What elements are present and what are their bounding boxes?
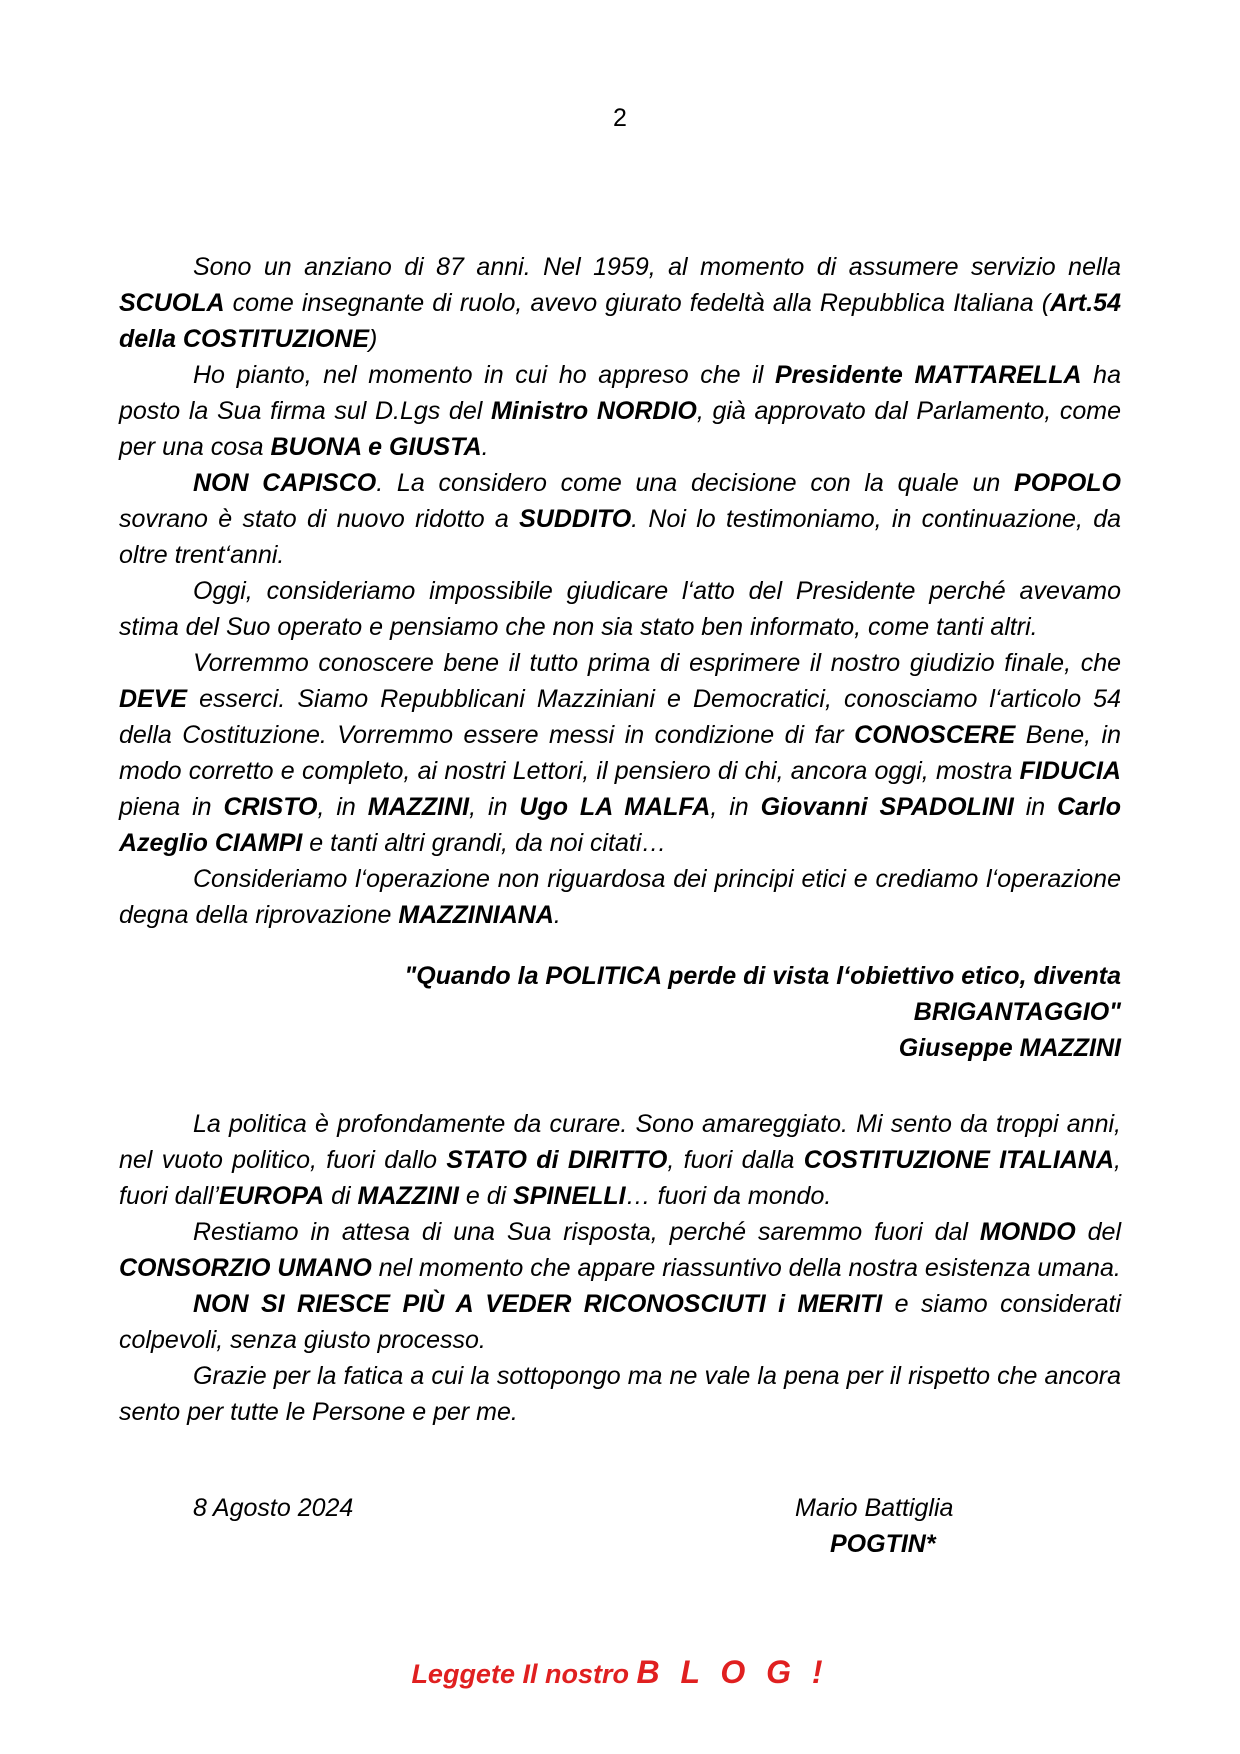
paragraph (119, 861, 1121, 933)
letter-body-part-1 (119, 249, 1121, 933)
text-run: , fuori dalla (667, 1146, 804, 1174)
bold-text: Carlo Azeglio CIAMPI (119, 793, 1122, 857)
text-run: Bene, in modo corretto e completo, ai nostri Lettori, il pensiero di chi, ancora oggi, mostra (119, 721, 1121, 785)
quote-author: Giuseppe MAZZINI (898, 1034, 1121, 1062)
paragraph (119, 1214, 1121, 1286)
bold-text: MAZZINI (357, 1182, 459, 1210)
bold-text: STATO di DIRITTO (446, 1146, 668, 1174)
signature-block (0, 1490, 1240, 1570)
bold-text: FIDUCIA (1019, 757, 1121, 785)
mazzini-quote (119, 958, 1121, 1066)
bold-text: NON SI RIESCE PIÙ A VEDER RICONOSCIUTI i MERITI (193, 1290, 883, 1318)
bold-text: CRISTO (223, 793, 318, 821)
footer-blog-word: B L O G ! (636, 1654, 829, 1690)
paragraph (119, 1286, 1121, 1358)
letter-date: 8 Agosto 2024 (193, 1494, 354, 1522)
text-run: , già approvato dal Parlamento, come per una cosa (119, 397, 1121, 461)
bold-text: Ministro NORDIO (490, 397, 697, 425)
text-run: Oggi, consideriamo impossibile giudicare l‘atto del Presidente perché avevamo stima del Suo operato e pensiamo che non sia stato ben informato, come tanti altri. (119, 577, 1121, 641)
paragraph (119, 645, 1121, 861)
page-number: 2 (613, 104, 627, 132)
bold-text: MAZZINIANA (398, 901, 554, 929)
bold-text: CONSORZIO UMANO (119, 1254, 372, 1282)
text-run: … fuori da mondo. (625, 1182, 832, 1210)
bold-text: Art.54 della COSTITUZIONE (119, 289, 1121, 353)
text-run: , fuori dall’ (119, 1146, 1121, 1210)
text-run: , in (317, 793, 368, 821)
text-run: nel momento che appare riassuntivo della nostra esistenza umana. (371, 1254, 1121, 1282)
text-run: , in (710, 793, 761, 821)
text-run: in (1013, 793, 1058, 821)
bold-text: COSTITUZIONE ITALIANA (803, 1146, 1115, 1174)
bold-text: SPINELLI (513, 1182, 626, 1210)
paragraph (119, 573, 1121, 645)
text-run: come insegnante di ruolo, avevo giurato fedeltà alla Repubblica Italiana ( (224, 289, 1051, 317)
paragraph (119, 357, 1121, 465)
text-run: . (481, 433, 489, 461)
text-run: Consideriamo l‘operazione non riguardosa dei principi etici e crediamo l‘operazione degna della riprovazione (119, 865, 1121, 929)
text-run: Ho pianto, nel momento in cui ho appreso che il (193, 361, 775, 389)
blog-footer (0, 1654, 1240, 1691)
text-run: , in (469, 793, 520, 821)
text-run: e siamo considerati colpevoli, senza giusto processo. (119, 1290, 1122, 1354)
text-run: Restiamo in attesa di una Sua risposta, perché saremmo fuori dal (193, 1218, 980, 1246)
quote-line-1: "Quando la POLITICA perde di vista l‘obiettivo etico, diventa (404, 962, 1121, 990)
text-run: e tanti altri grandi, da noi citati… (302, 829, 667, 857)
paragraph (119, 465, 1121, 573)
bold-text: SCUOLA (119, 289, 225, 317)
bold-text: NON CAPISCO (193, 469, 377, 497)
bold-text: Presidente MATTARELLA (774, 361, 1082, 389)
bold-text: SUDDITO (519, 505, 632, 533)
text-run: ) (369, 325, 378, 353)
text-run: Sono un anziano di 87 anni. Nel 1959, al momento di assumere servizio nella (193, 253, 1121, 281)
bold-text: MONDO (979, 1218, 1076, 1246)
text-run: piena in (119, 793, 224, 821)
paragraph (119, 249, 1121, 357)
paragraph (119, 1106, 1121, 1214)
text-run: di (324, 1182, 358, 1210)
text-run: Vorremmo conoscere bene il tutto prima di esprimere il nostro giudizio finale, che (193, 649, 1121, 677)
text-run: La politica è profondamente da curare. Sono amareggiato. Mi sento da troppi anni, nel vuoto politico, fuori dallo (119, 1110, 1121, 1174)
paragraph (119, 1358, 1121, 1430)
text-run: ha posto la Sua firma sul D.Lgs del (119, 361, 1121, 425)
bold-text: Ugo LA MALFA (519, 793, 711, 821)
bold-text: BUONA e GIUSTA (270, 433, 482, 461)
bold-text: POPOLO (1014, 469, 1122, 497)
text-run: . (553, 901, 561, 929)
text-run: Grazie per la fatica a cui la sottopongo ma ne vale la pena per il rispetto che ancora sento per tutte le Persone e per me. (119, 1362, 1121, 1426)
bold-text: CONOSCERE (854, 721, 1016, 749)
text-run: del (1075, 1218, 1122, 1246)
footer-text: Leggete Il nostro (411, 1659, 637, 1689)
text-run: . La considero come una decisione con la quale un (376, 469, 1015, 497)
text-run: e di (458, 1182, 514, 1210)
signer-name: Mario Battiglia (795, 1494, 954, 1522)
bold-text: MAZZINI (367, 793, 470, 821)
text-run: esserci. Siamo Repubblicani Mazziniani e Democratici, conosciamo l‘articolo 54 della Costituzione. Vorremmo essere messi in condizione di far (119, 685, 1121, 749)
bold-text: Giovanni SPADOLINI (760, 793, 1014, 821)
quote-line-2: BRIGANTAGGIO" (913, 998, 1121, 1026)
text-run: . Noi lo testimoniamo, in continuazione, da oltre trent‘anni. (119, 505, 1122, 569)
letter-body-part-2 (119, 1106, 1121, 1430)
bold-text: EUROPA (219, 1182, 325, 1210)
signer-organization: POGTIN* (830, 1530, 936, 1558)
text-run: sovrano è stato di nuovo ridotto a (119, 505, 520, 533)
bold-text: DEVE (119, 685, 188, 713)
